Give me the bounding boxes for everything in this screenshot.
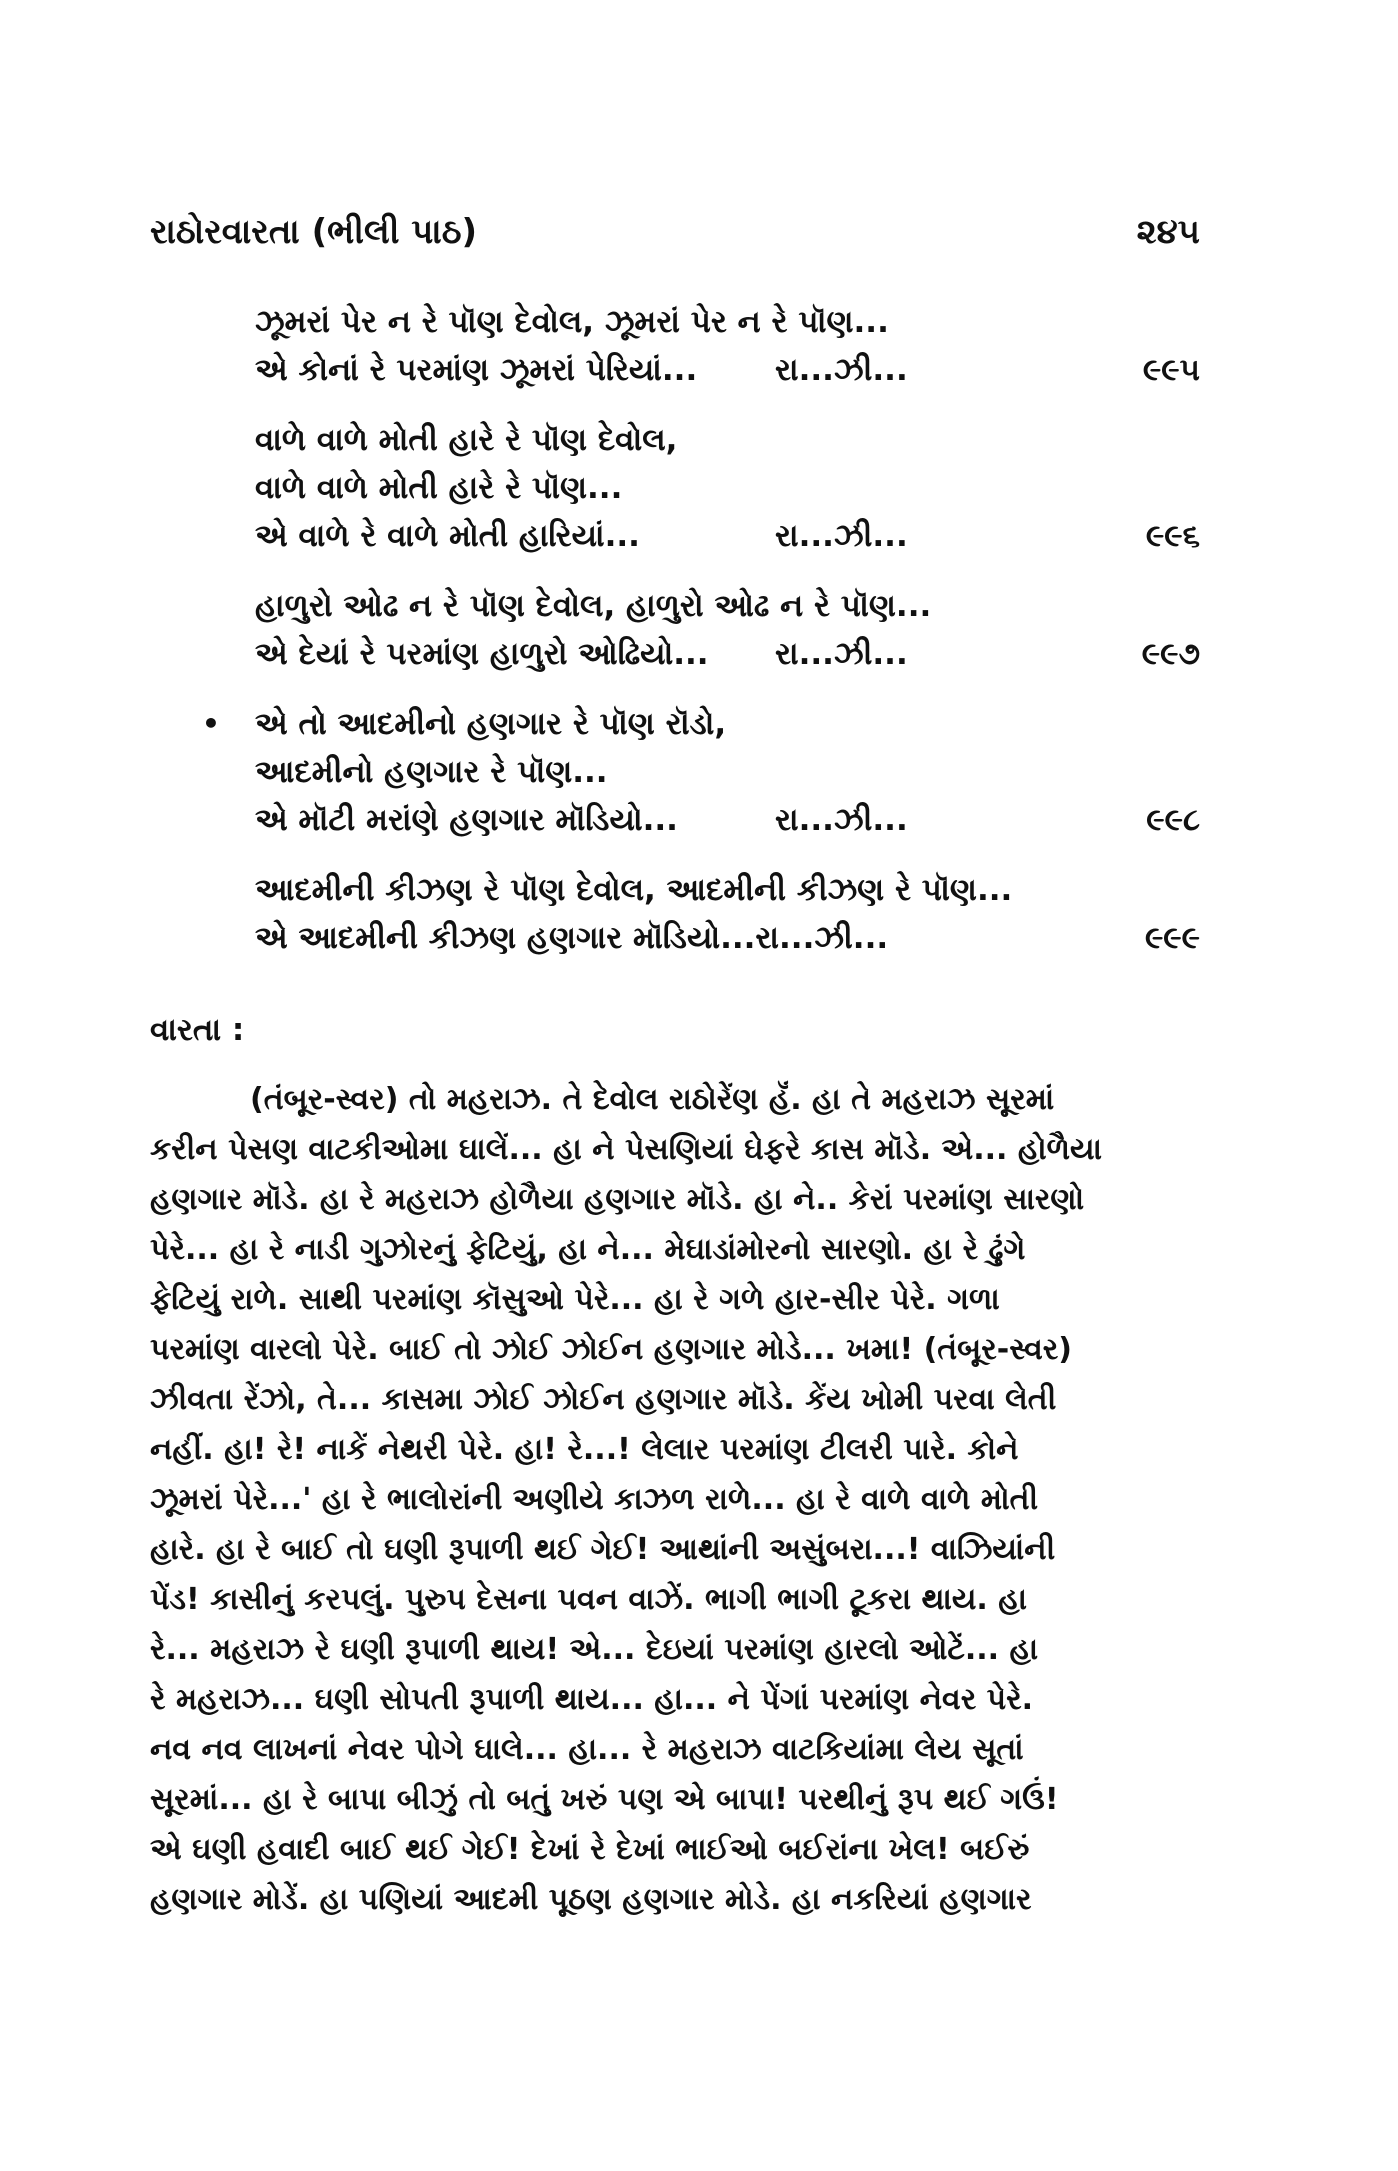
verse-line (150, 582, 1200, 630)
verse-line (150, 914, 1200, 962)
prose-line: રે મહરાઝ... ઘણી સોપતી રૂપાળી થાય... હા... ને પેંગાં પરમાંણ નેવર પેરે. (150, 1682, 1034, 1717)
verse-line (150, 866, 1200, 914)
prose-line: ઝીવતા રેંઝો, તે... કાસમા ઝોઈ ઝોઈન હણગાર મૉડે. કેંય ખોમી પરવા લેતી (150, 1382, 1057, 1417)
verse-text: એ તો આદમીનો હણગાર રે પૉણ રૉડો, (255, 706, 727, 742)
prose-line: નહીં. હા! રે! નાકેં નેથરી પેરે. હા! રે...! લેલાર પરમાંણ ટીલરી પારે. કોને (150, 1432, 1019, 1467)
verse-text: આદમીની કીઝણ રે પૉણ દેવોલ, આદમીની કીઝણ રે પૉણ... (255, 872, 1013, 908)
stanza (150, 298, 1200, 394)
verse-text: આદમીનો હણગાર રે પૉણ... (255, 754, 608, 790)
verse-number: ૯૯૭ (1141, 636, 1200, 672)
verse-text: ઝૂમરાં પેર ન રે પૉણ દેવોલ, ઝૂમરાં પેર ન રે પૉણ... (255, 304, 889, 340)
prose-line: હણગાર મોડેં. હા પણિયાં આદમી પૂઠણ હણગાર મોડે. હા નકરિયાં હણગાર (150, 1882, 1032, 1917)
verse-number: ૯૯૮ (1146, 802, 1200, 838)
prose-line: નવ નવ લાખનાં નેવર પોગે ઘાલે... હા... રે મહરાઝ વાટકિયાંમા લેય સૂતાં (150, 1732, 1024, 1767)
verse-line (150, 796, 1200, 844)
verse-number: ૯૯૯ (1144, 920, 1200, 956)
verse-refrain: રા...ઝી... (775, 518, 908, 554)
verse-number: ૯૯૫ (1142, 352, 1200, 388)
verse-text: એ મૉટી મરાંણે હણગાર મૉડિયો... (255, 802, 678, 838)
verse-number: ૯૯૬ (1145, 518, 1200, 554)
verse-text: એ દેયાં રે પરમાંણ હાળુરો ઓઢિયો... (255, 636, 709, 672)
prose-line: એ ઘણી હવાદી બાઈ થઈ ગેઈ! દેખાં રે દેખાં ભાઈઓ બઈરાંના ખેલ! બઈરું (150, 1832, 1030, 1867)
stanza (150, 416, 1200, 560)
running-header (150, 212, 1200, 262)
prose-line: (તંબૂર-સ્વર) તો મહરાઝ. તે દેવોલ રાઠોરેંણ હૅં. હા તે મહરાઝ સૂરમાં (250, 1082, 1055, 1117)
prose-line: પેંડ! કાસીનું કરપલું. પુરુપ દેસના પવન વાઝેં. ભાગી ભાગી ટૂકરા થાય. હા (150, 1582, 1027, 1617)
running-title: રાઠોરવારતા (ભીલી પાઠ) (150, 212, 478, 252)
prose-block (150, 1075, 1205, 1925)
prose-line: ઝૂમરાં પેરે...' હા રે ભાલોરાંની અણીયે કાઝળ રાળે... હા રે વાળે વાળે મોતી (150, 1482, 1039, 1517)
verse-line (150, 512, 1200, 560)
verse-line (150, 416, 1200, 464)
verse-line (150, 298, 1200, 346)
prose-line: ફેટિયું રાળે. સાથી પરમાંણ કૉસુઓ પેરે... હા રે ગળે હાર-સીર પેરે. ગળા (150, 1282, 1000, 1317)
stanza (150, 582, 1200, 678)
verse-line (150, 464, 1200, 512)
prose-line: હણગાર મૉડે. હા રે મહરાઝ હોળૈયા હણગાર મૉડે. હા ને.. કેરાં પરમાંણ સારણો (150, 1182, 1085, 1217)
verse-block (150, 298, 1200, 984)
verse-text: વાળે વાળે મોતી હારે રે પૉણ... (255, 470, 623, 506)
verse-refrain: રા...ઝી... (775, 352, 908, 388)
prose-line: હારે. હા રે બાઈ તો ઘણી રૂપાળી થઈ ગેઈ! આથાંની અસુંબરા...! વાઝિયાંની (150, 1532, 1056, 1567)
prose-line: કરીન પેસણ વાટકીઓમા ઘાલેં... હા ને પેસણિયાં ઘેફરે કાસ મૉડે. એ... હોળૈયા (150, 1132, 1102, 1167)
verse-text: એ કોનાં રે પરમાંણ ઝૂમરાં પેરિયાં... (255, 352, 698, 388)
section-heading: વારતા : (150, 1012, 245, 1048)
prose-line: રે... મહરાઝ રે ઘણી રૂપાળી થાય! એ... દેઇયાં પરમાંણ હારલો ઓટેં... હા (150, 1632, 1039, 1667)
stanza (150, 700, 1200, 844)
verse-text: એ વાળે રે વાળે મોતી હારિયાં... (255, 518, 640, 554)
verse-text: હાળુરો ઓઢ ન રે પૉણ દેવોલ, હાળુરો ઓઢ ન રે પૉણ... (255, 588, 932, 624)
verse-line (150, 700, 1200, 748)
stanza (150, 866, 1200, 962)
verse-text: વાળે વાળે મોતી હારે રે પૉણ દેવોલ, (255, 422, 678, 458)
prose-line: પેરે... હા રે નાડી ગુઝોરનું ફેટિયું, હા ને... મેઘાડાંમોરનો સારણો. હા રે ઢુંગે (150, 1232, 1026, 1267)
verse-line (150, 630, 1200, 678)
prose-line: સૂરમાં... હા રે બાપા બીઝું તો બતું ખરું પણ એ બાપા! પરથીનું રૂપ થઈ ગઉં! (150, 1782, 1059, 1817)
page-number: ૨૪૫ (1136, 212, 1200, 252)
verse-line (150, 346, 1200, 394)
prose-line: પરમાંણ વારલો પેરે. બાઈ તો ઝોઈ ઝોઈન હણગાર મોડે... ખમા! (તંબૂર-સ્વર) (150, 1332, 1072, 1367)
verse-text: એ આદમીની કીઝણ હણગાર મૉડિયો...રા...ઝી... (255, 920, 889, 956)
verse-refrain: રા...ઝી... (775, 636, 908, 672)
bullet-marker: • (202, 707, 220, 740)
verse-line (150, 748, 1200, 796)
verse-refrain: રા...ઝી... (775, 802, 908, 838)
